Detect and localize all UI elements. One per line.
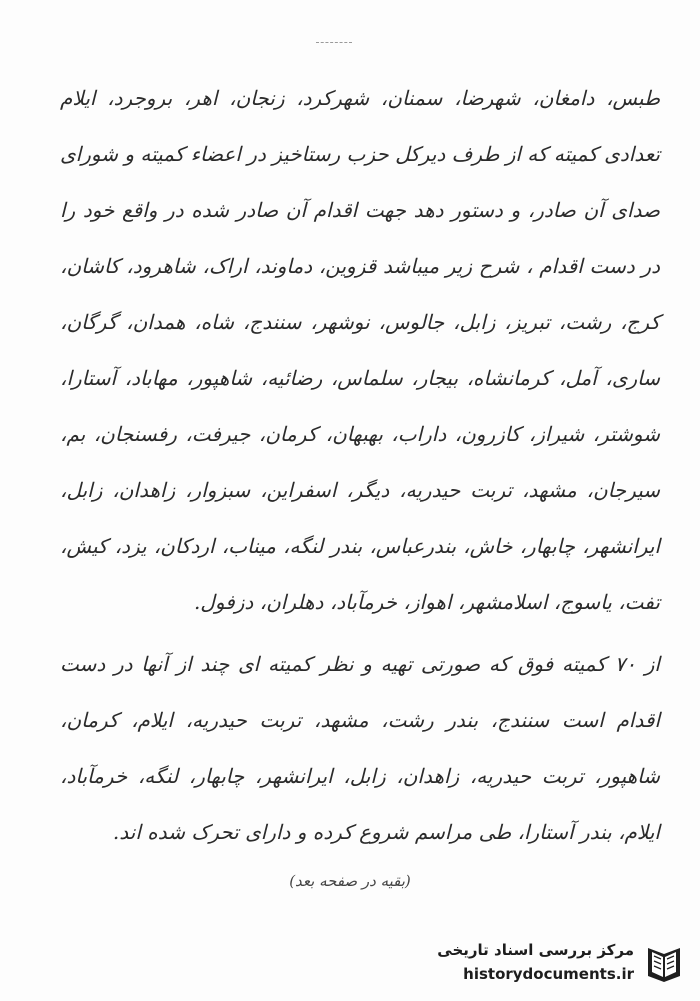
paragraph-1: طبس، دامغان، شهرضا، سمنان، شهرکرد، زنجان، اهر، بروجرد، ایلام تعدادی کمیته که از طرف دیرکل حزب رستاخیز در اعضاء کمیته و شورای صدای آن صادر، و دستور دهد جهت اقدام آن صادر شده در واقع خود را در دست اقدام ، شرح زیر میباشد قزوین، دماوند، اراک، شاهرود، کاشان، کرج، رشت، تبریز، زابل، جالوس، نوشهر، سنندج، شاه، همدان، گرگان، ساری، آمل، کرمانشاه، بیجار، سلماس، رضائیه، شاهپور، مهاباد، آستارا، شوشتر، شیراز، کازرون، داراب، بهبهان، کرمان، جیرفت، رفسنجان، بم، سیرجان، مشهد، تربت حیدریه، دیگر، اسفراین، سبزوار، زاهدان، زابل، ایرانشهر، چابهار، خاش، بندرعباس، بندر لنگه، میناب، اردکان، یزد، کیش، تفت، یاسوج، اسلامشهر، اهواز، خرمآباد، دهلران، دزفول.: [60, 86, 660, 614]
archive-watermark: [437, 940, 686, 984]
book-icon: [642, 940, 686, 984]
watermark-name: مرکز بررسی اسناد تاریخی: [437, 941, 634, 959]
top-dash-mark: [316, 42, 352, 45]
watermark-url: historydocuments.ir: [463, 965, 634, 983]
handwritten-text-body: [60, 70, 660, 860]
continued-note: (بقیه در صفحه بعد): [289, 872, 411, 890]
watermark-text: [437, 941, 634, 983]
paragraph-2: از ۷۰ کمیته فوق که صورتی تهیه و نظر کمیته ای چند از آنها در دست اقدام است سنندج، بندر رشت، مشهد، تربت حیدریه، ایلام، کرمان، شاهپور، تربت حیدریه، زاهدان، زابل، ایرانشهر، چابهار، لنگه، خرمآباد، ایلام، بندر آستارا، طی مراسم شروع کرده و دارای تحرک شده اند.: [60, 652, 660, 844]
